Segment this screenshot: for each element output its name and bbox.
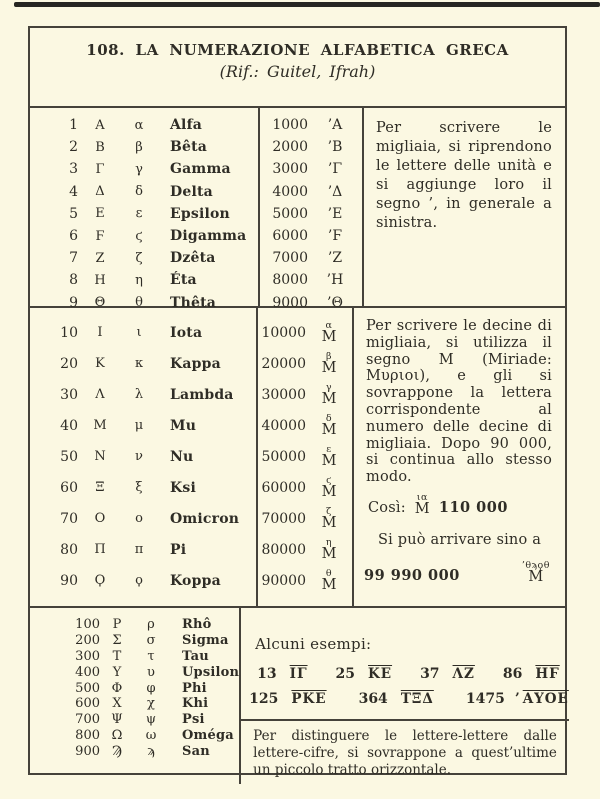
cosi-myriad-superscript: ια [416, 491, 428, 503]
myriad-row [258, 379, 352, 410]
hundred-uppercase-letter: Υ [112, 664, 122, 680]
hundred-uppercase-letter: Σ [112, 633, 122, 649]
thousand-row [260, 158, 362, 180]
hundred-lowercase-letter: ρ [147, 617, 155, 633]
thousands-table [260, 108, 364, 311]
ten-lowercase-letter: ο [135, 511, 143, 526]
myriad-base: M [321, 484, 337, 500]
unit-letter-name: Digamma [170, 228, 247, 245]
ten-lowercase-letter: ϙ [135, 573, 143, 588]
ten-uppercase-letter: Λ [95, 387, 105, 402]
hundred-row [30, 696, 239, 712]
thousand-symbol: ’Ζ [327, 250, 343, 267]
ten-letter-name: Omicron [170, 510, 240, 527]
thousand-symbol: ’Δ [327, 183, 343, 200]
page-header [30, 41, 565, 108]
unit-uppercase-letter: Γ [95, 161, 105, 177]
hundred-lowercase-letter: ω [145, 727, 157, 743]
ten-row [30, 565, 256, 596]
thousand-row [260, 269, 362, 291]
thousand-row [260, 181, 362, 203]
unit-row [30, 203, 258, 225]
unit-value: 1 [69, 117, 78, 134]
ten-row [30, 534, 256, 565]
myriad-value: 20000 [261, 355, 306, 372]
unit-letter-name: Delta [170, 183, 213, 200]
unit-row [30, 158, 258, 180]
ten-value: 30 [60, 386, 78, 403]
thousands-note: Per scrivere le migliaia, si riprendono le lettere delle unità e si aggiunge loro il segno ’, in generale a sinistra. [376, 120, 552, 231]
hundred-uppercase-letter: Ψ [111, 712, 123, 728]
example-greek-numeral: $\overline{PKE}$ [291, 691, 327, 707]
myriad-value: 70000 [261, 510, 306, 527]
thousand-symbol: ’Α [327, 117, 343, 134]
example-number: 37 [420, 666, 440, 682]
thousand-value: 1000 [272, 117, 308, 134]
unit-lowercase-letter: η [135, 272, 143, 288]
myriad-row [258, 534, 352, 565]
hundred-value: 100 [75, 617, 100, 633]
thousand-symbol: ’Β [327, 139, 343, 156]
ten-row [30, 348, 256, 379]
examples-title: Alcuni esempi: [255, 635, 372, 653]
max-myriad-superscript: ’θϡϙθ [521, 559, 550, 571]
thousand-row [260, 225, 362, 247]
unit-row [30, 247, 258, 269]
example-greek-numeral: ΑΥΟΕ [522, 691, 569, 707]
myriad-superscript: η [325, 536, 333, 548]
hundred-row [30, 649, 239, 665]
hundred-uppercase-letter: Ω [111, 727, 123, 743]
thousand-value: 5000 [272, 205, 308, 222]
ten-letter-name: Ksi [170, 479, 196, 496]
unit-uppercase-letter: Α [95, 117, 105, 133]
hundred-lowercase-letter: χ [147, 696, 155, 712]
hundred-uppercase-letter: Φ [111, 680, 123, 696]
examples-row-1 [241, 666, 569, 682]
thousand-row [260, 247, 362, 269]
hundred-value: 700 [75, 712, 100, 728]
unit-lowercase-letter: θ [135, 295, 143, 311]
ten-row [30, 503, 256, 534]
unit-letter-name: Bêta [170, 139, 208, 156]
page-title: 108. LA NUMERAZIONE ALFABETICA GRECA [86, 41, 509, 59]
ten-value: 70 [60, 510, 78, 527]
myriads-note-panel [354, 308, 565, 606]
myriad-symbol [306, 321, 352, 345]
myriad-superscript: ε [326, 443, 332, 455]
unit-uppercase-letter: Θ [94, 295, 106, 311]
example-number: 125 [249, 691, 279, 707]
ten-value: 80 [60, 541, 78, 558]
unit-value: 8 [69, 272, 78, 289]
example-item [336, 666, 393, 682]
myriad-superscript: γ [325, 381, 333, 393]
example-item [503, 666, 560, 682]
unit-uppercase-letter: Ε [95, 206, 105, 222]
ten-row [30, 472, 256, 503]
example-number: 1475 [465, 691, 505, 707]
hundred-letter-name: Khi [182, 696, 209, 712]
ten-uppercase-letter: Ι [97, 325, 103, 340]
myriad-symbol [306, 445, 352, 469]
myriad-symbol [306, 569, 352, 593]
unit-row [30, 225, 258, 247]
ten-lowercase-letter: λ [134, 387, 144, 402]
unit-letter-name: Epsilon [170, 205, 230, 222]
ten-uppercase-letter: Κ [95, 356, 105, 371]
unit-value: 2 [69, 139, 78, 156]
ten-uppercase-letter: Ν [94, 449, 106, 464]
myriad-base: M [321, 329, 337, 345]
cosi-label: Così: [368, 500, 406, 517]
example-item [466, 691, 569, 707]
thousand-value: 3000 [272, 161, 308, 178]
footnote-text: Per distinguere le lettere-lettere dalle lettere-cifre, si sovrappone a quest’ultime un piccolo tratto orizzontale. [241, 719, 569, 779]
ten-lowercase-letter: ξ [135, 480, 143, 495]
ten-uppercase-letter: Π [94, 542, 106, 557]
myriad-symbol [306, 414, 352, 438]
hundred-row [30, 712, 239, 728]
unit-row [30, 269, 258, 291]
myriad-row [258, 410, 352, 441]
hundred-value: 400 [75, 664, 100, 680]
example-number: 25 [335, 666, 356, 682]
thousand-value: 8000 [272, 272, 308, 289]
myriad-base: M [321, 391, 337, 407]
myriad-value: 90000 [261, 572, 306, 589]
thousand-value: 2000 [272, 139, 308, 156]
cosi-myriad-base: M [414, 501, 430, 518]
hundred-value: 800 [75, 727, 100, 743]
myriad-base: M [321, 422, 337, 438]
myriads-table [258, 308, 354, 606]
example-item [257, 666, 307, 682]
hundred-row [30, 728, 239, 744]
thousand-row [260, 136, 362, 158]
ten-value: 60 [60, 479, 78, 496]
myriad-symbol [306, 538, 352, 562]
ten-uppercase-letter: Ξ [95, 480, 105, 495]
ten-row [30, 317, 256, 348]
unit-uppercase-letter: Ζ [95, 250, 105, 266]
hundreds-table [30, 608, 241, 784]
hundred-row [30, 664, 239, 680]
hundred-uppercase-letter: Τ [112, 648, 122, 664]
max-myriad-base: M [528, 569, 544, 586]
unit-letter-name: Éta [170, 272, 197, 289]
hundred-row [30, 743, 239, 759]
hundred-value: 500 [75, 680, 100, 696]
unit-lowercase-letter: ε [135, 206, 143, 222]
hundred-uppercase-letter: Ϡ [111, 743, 123, 759]
examples-panel [241, 608, 569, 784]
example-greek-numeral: $\overline{HϜ}$ [535, 666, 560, 682]
example-greek-numeral: $\overline{\Lambda Z}$ [452, 666, 475, 682]
ten-lowercase-letter: μ [134, 418, 144, 433]
ten-letter-name: Koppa [170, 572, 221, 589]
max-myriad [522, 561, 550, 585]
example-number: 86 [502, 666, 523, 682]
myriad-superscript: ϛ [326, 474, 332, 486]
hundred-lowercase-letter: σ [146, 633, 156, 649]
example-greek-numeral: $\overline{I\Gamma}$ [289, 666, 308, 682]
example-item [359, 691, 434, 707]
ten-uppercase-letter: Μ [93, 418, 107, 433]
myriad-row [258, 503, 352, 534]
myriad-symbol [306, 476, 352, 500]
ten-lowercase-letter: ν [135, 449, 143, 464]
ten-row [30, 410, 256, 441]
unit-value: 9 [69, 294, 78, 311]
thousand-symbol: ’Ϝ [327, 228, 343, 245]
ten-uppercase-letter: Ϙ [94, 573, 106, 588]
ten-value: 10 [60, 324, 78, 341]
ten-letter-name: Kappa [170, 355, 221, 372]
hundred-letter-name: Psi [182, 712, 205, 728]
myriad-value: 40000 [261, 417, 306, 434]
thousand-symbol: ’Η [326, 272, 344, 289]
example-number: 13 [257, 666, 277, 682]
myriad-base: M [321, 546, 337, 562]
section-hundreds [30, 608, 569, 784]
myriad-superscript: ζ [326, 505, 332, 517]
ten-value: 40 [60, 417, 78, 434]
example-item [249, 691, 326, 707]
hundred-lowercase-letter: υ [147, 664, 155, 680]
max-example [364, 561, 552, 585]
myriad-row [258, 348, 352, 379]
unit-lowercase-letter: ϛ [135, 228, 143, 244]
hundred-value: 600 [75, 696, 100, 712]
myriad-row [258, 565, 352, 596]
myriad-superscript: β [325, 350, 332, 362]
hundred-letter-name: Sigma [182, 633, 229, 649]
unit-uppercase-letter: Η [94, 272, 106, 288]
myriad-superscript: α [325, 319, 333, 331]
section-units [30, 108, 565, 311]
unit-lowercase-letter: ζ [135, 250, 143, 266]
unit-uppercase-letter: Β [95, 139, 105, 155]
ten-letter-name: Mu [170, 417, 197, 434]
ten-letter-name: Iota [170, 324, 203, 341]
unit-letter-name: Thêta [170, 294, 217, 311]
thousand-symbol: ’Ε [327, 205, 343, 222]
thousand-value: 7000 [272, 250, 308, 267]
unit-value: 6 [69, 228, 78, 245]
myriad-superscript: δ [325, 412, 333, 424]
unit-uppercase-letter: Ϝ [95, 228, 105, 244]
thousand-symbol: ’Γ [327, 161, 343, 178]
ten-row [30, 379, 256, 410]
hundred-value: 200 [75, 633, 100, 649]
ten-letter-name: Nu [170, 448, 194, 465]
thousand-value: 9000 [272, 294, 308, 311]
cosi-example [368, 493, 552, 517]
ten-lowercase-letter: κ [134, 356, 144, 371]
myriad-symbol [306, 352, 352, 376]
unit-value: 7 [69, 250, 78, 267]
hundred-letter-name: Tau [182, 648, 209, 664]
myriad-value: 60000 [261, 479, 306, 496]
unit-row [30, 136, 258, 158]
unit-lowercase-letter: δ [135, 184, 143, 200]
hundred-lowercase-letter: ψ [145, 712, 157, 728]
unit-lowercase-letter: β [135, 139, 143, 155]
hundred-value: 900 [75, 743, 100, 759]
page-frame [28, 26, 569, 778]
cosi-myriad [415, 493, 430, 517]
thousand-value: 4000 [272, 183, 308, 200]
unit-uppercase-letter: Δ [95, 184, 105, 200]
units-table [30, 108, 260, 311]
hundred-letter-name: San [182, 743, 210, 759]
thousand-symbol: ’Θ [327, 294, 343, 311]
hundred-row [30, 617, 239, 633]
unit-letter-name: Dzêta [170, 250, 216, 267]
example-keraia-prefix: ’ [514, 691, 520, 707]
myriad-superscript: θ [325, 567, 333, 579]
unit-lowercase-letter: α [134, 117, 144, 133]
myriad-symbol [306, 507, 352, 531]
unit-value: 5 [69, 205, 78, 222]
ten-value: 20 [60, 355, 78, 372]
arrivare-text: Si può arrivare sino a [378, 531, 542, 548]
hundred-row [30, 680, 239, 696]
ten-value: 90 [60, 572, 78, 589]
unit-row [30, 181, 258, 203]
thousand-row [260, 114, 362, 136]
thousand-row [260, 203, 362, 225]
myriad-base: M [321, 360, 337, 376]
hundred-row [30, 633, 239, 649]
example-item [420, 666, 475, 682]
ten-letter-name: Lambda [170, 386, 234, 403]
tens-table [30, 308, 258, 606]
scan-artifact-strip [14, 2, 600, 7]
myriad-value: 50000 [261, 448, 306, 465]
myriad-symbol [306, 383, 352, 407]
hundred-letter-name: Phi [182, 680, 207, 696]
ten-uppercase-letter: Ο [94, 511, 106, 526]
examples-row-2 [241, 691, 569, 707]
example-number: 364 [358, 691, 388, 707]
hundred-value: 300 [75, 648, 100, 664]
myriad-base: M [321, 453, 337, 469]
myriad-row [258, 317, 352, 348]
unit-lowercase-letter: γ [135, 161, 143, 177]
example-greek-numeral: $\overline{T\Xi\Delta}$ [400, 691, 434, 707]
ten-value: 50 [60, 448, 78, 465]
unit-row [30, 114, 258, 136]
ten-lowercase-letter: π [134, 542, 144, 557]
myriad-value: 10000 [261, 324, 306, 341]
unit-value: 3 [69, 161, 78, 178]
example-greek-numeral: $\overline{KE}$ [368, 666, 393, 682]
ten-lowercase-letter: ι [136, 325, 142, 340]
hundred-uppercase-letter: Χ [112, 696, 122, 712]
ten-row [30, 441, 256, 472]
unit-value: 4 [69, 183, 78, 200]
myriad-value: 30000 [261, 386, 306, 403]
page-subtitle: (Rif.: Guitel, Ifrah) [219, 62, 376, 81]
myriad-row [258, 441, 352, 472]
hundred-uppercase-letter: Ρ [112, 617, 122, 633]
section-tens [30, 308, 565, 608]
hundred-lowercase-letter: φ [146, 680, 156, 696]
hundred-lowercase-letter: τ [147, 648, 155, 664]
thousand-value: 6000 [272, 228, 308, 245]
max-value: 99 990 000 [364, 566, 460, 584]
myriad-value: 80000 [261, 541, 306, 558]
ten-letter-name: Pi [170, 541, 187, 558]
hundred-letter-name: Upsilon [182, 664, 240, 680]
myriads-note: Per scrivere le decine di migliaia, si utilizza il segno M (Miriade: Μυριοι), e gli si sovrappone la lettera corrispondente al numero delle decine di migliaia. Dopo 90 000, si continua allo stesso modo. [366, 318, 552, 486]
myriad-row [258, 472, 352, 503]
hundred-lowercase-letter: ϡ [147, 743, 155, 759]
myriad-base: M [321, 577, 337, 593]
hundred-letter-name: Oméga [182, 727, 234, 743]
hundred-letter-name: Rhô [182, 617, 212, 633]
unit-letter-name: Gamma [170, 161, 231, 178]
cosi-value: 110 000 [438, 499, 508, 517]
myriad-base: M [321, 515, 337, 531]
unit-letter-name: Alfa [170, 117, 203, 134]
